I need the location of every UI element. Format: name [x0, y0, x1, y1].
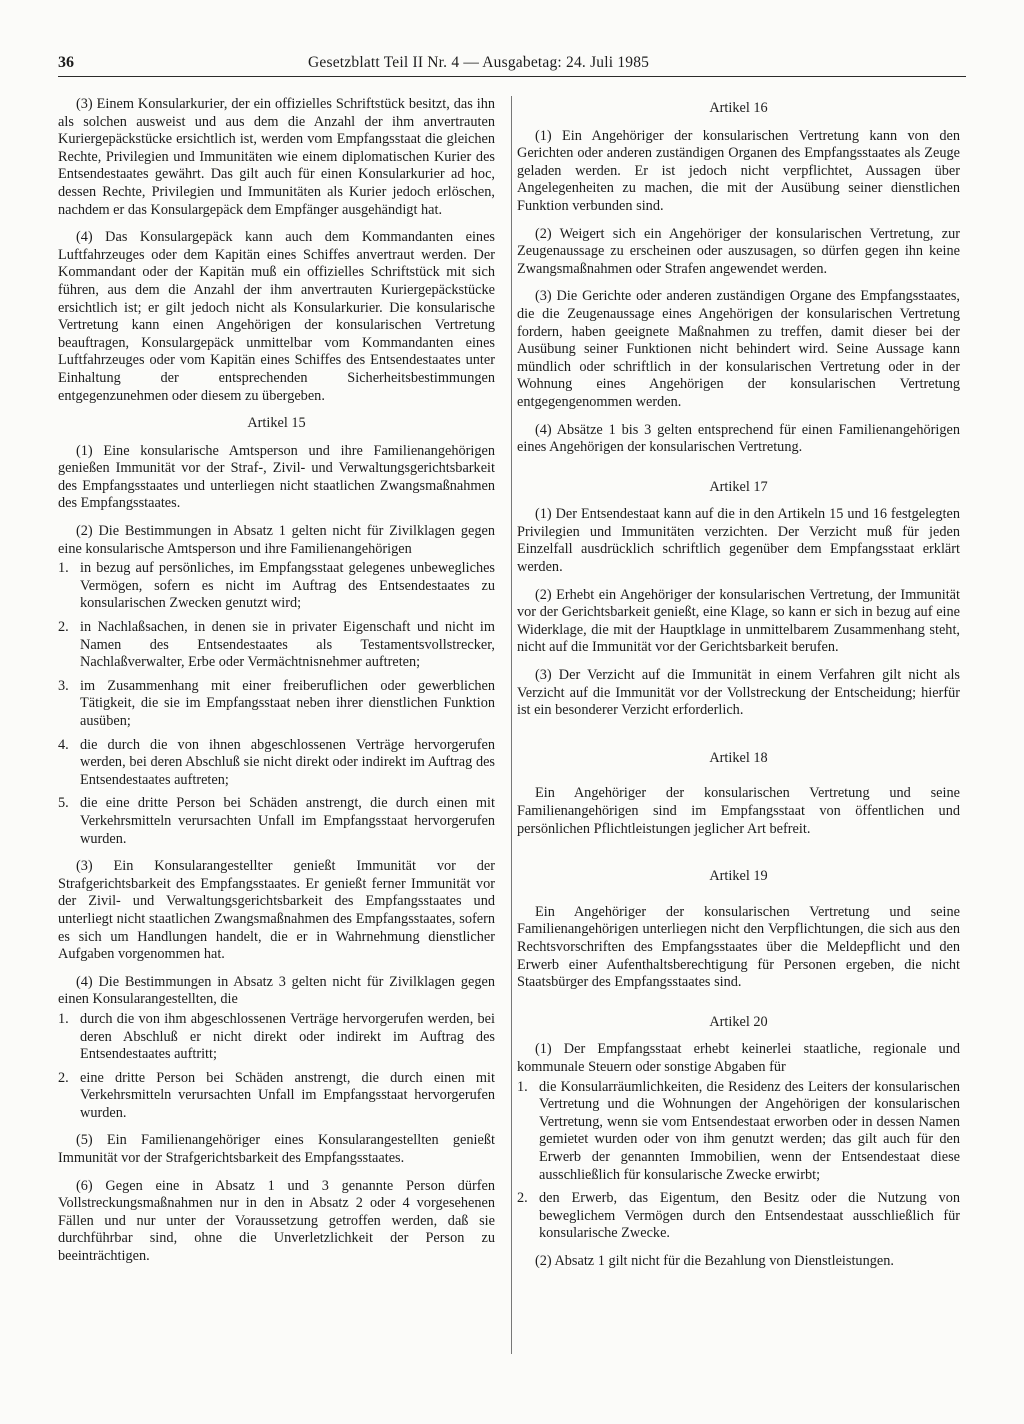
page-header	[58, 54, 966, 77]
list-item-number: 2.	[58, 1069, 69, 1086]
art15-para-1: (1) Eine konsularische Amtsperson und ihre Familienangehörigen genießen Immunität vor der Straf-, Zivil- und Verwaltungsgerichtsbarkeit des Empfangsstaates und unterliegen nicht staatlichen Zwangsmaßnahmen des Empfangsstaates.	[58, 442, 495, 512]
list-item-number: 5.	[58, 795, 69, 812]
art20-para-1: (1) Der Empfangsstaat erhebt keinerlei staatliche, regionale und kommunale Steuern oder sonstige Abgaben für	[517, 1041, 960, 1075]
list-item-text: die Konsularräumlichkeiten, die Residenz des Leiters der konsularischen Vertretung und die Wohnungen der Angehörigen der konsularischen Vertretung, wenn sie vom Entsendestaat erworben oder in dessen Namen gemietet wurden oder von ihm genutzt werden; das gilt auch für den Erwerb der genannten Immobilien, wenn der Entsendestaat diese ausschließlich für konsularische Zwecke erwirbt;	[539, 1078, 960, 1183]
list-item-text: in Nachlaßsachen, in denen sie in privater Eigenschaft und nicht im Namen des Entsendestaates als Testamentsvollstrecker, Nachlaßverwalter, Erbe oder Vermächtnisnehmer auftreten;	[80, 619, 495, 671]
art20-heading: Artikel 20	[709, 1013, 768, 1030]
list-item-number: 1.	[517, 1078, 528, 1095]
art16-para-2: (2) Weigert sich ein Angehöriger der konsularischen Vertretung, zur Zeugenaussage zu erscheinen oder auszusagen, so dürfen gegen ihn keine Zwangsmaßnahmen oder Strafen angewendet werden.	[517, 225, 960, 277]
left-column	[58, 96, 495, 1276]
right-column	[517, 96, 960, 1280]
art17-heading: Artikel 17	[709, 478, 768, 495]
list-item-number: 3.	[58, 677, 69, 694]
art15-para-3: (3) Ein Konsularangestellter genießt Immunität vor der Strafgerichtsbarkeit des Empfangsstaates. Er genießt ferner Immunität vor der Zivil- und Verwaltungsgerichtsbarkeit des Empfangsstaates und unterliegt nicht staatlichen Zwangsmaßnahmen des Empfangsstaates, sofern es sich um Handlungen handelt, die er in Wahrnehmung dienstlicher Aufgaben vorgenommen hat.	[58, 858, 495, 963]
column-divider	[511, 96, 512, 1354]
art15-heading: Artikel 15	[247, 415, 306, 432]
art16-para-4: (4) Absätze 1 bis 3 gelten entsprechend für einen Familienangehörigen eines Angehörigen der konsularischen Vertretung.	[517, 421, 960, 456]
art16-heading: Artikel 16	[709, 100, 768, 116]
list-item	[58, 678, 495, 731]
list-item-text: eine dritte Person bei Schäden anstrengt, die durch einen mit Verkehrsmitteln verursachten Unfall im Empfangsstaat hervorgerufen wurden.	[80, 1069, 495, 1121]
list-item-text: durch die von ihm abgeschlossenen Verträge hervorgerufen werden, bei deren Abschluß er nicht direkt oder indirekt im Auftrag des Entsendestaates auftritt;	[80, 1010, 495, 1063]
art15-para-2-list	[58, 560, 495, 848]
art16-para-1: (1) Ein Angehöriger der konsularischen Vertretung kann von den Gerichten oder anderen zuständigen Organen des Empfangsstaates als Zeuge geladen werden. Er ist jedoch nicht verpflichtet, Aussagen über Angelegenheiten zu machen, die mit der Ausübung seiner dienstlichen Funktion verbunden sind.	[517, 127, 960, 214]
running-title: Gesetzblatt Teil II Nr. 4 — Ausgabetag: 24. Juli 1985	[308, 54, 650, 71]
list-item-number: 2.	[517, 1190, 528, 1207]
list-item-number: 2.	[58, 619, 69, 636]
art14-para-3: (3) Einem Konsularkurier, der ein offizielles Schriftstück besitzt, das ihn als solchen ausweist und aus dem die Anzahl der ihm anvertrauten Kuriergepäckstücke ersichtlich ist, werden vom Empfangsstaat die gleichen Rechte, Privilegien und Immunitäten wie einem diplomatischen Kurier des Entsendestaates gewährt. Das gilt auch für einen Konsularkurier ad hoc, dessen Rechte, Privilegien und Immunitäten als Kurier jedoch erlöschen, nachdem er das Konsulargepäck dem Empfänger ausgehändigt hat.	[58, 96, 495, 218]
list-item	[58, 1011, 495, 1064]
art19-heading: Artikel 19	[709, 868, 768, 885]
list-item	[58, 560, 495, 613]
art15-para-6: (6) Gegen eine in Absatz 1 und 3 genannte Person dürfen Vollstreckungsmaßnahmen nur in den in Absatz 2 oder 4 vorgesehenen Fällen und nur unter der Voraussetzung getroffen werden, daß sie durchführbar sind, ohne die Unverletzlichkeit der Person zu beeinträchtigen.	[58, 1177, 495, 1265]
art18-heading: Artikel 18	[709, 749, 768, 766]
list-item-number: 4.	[58, 736, 69, 753]
page-number: 36	[58, 54, 74, 71]
list-item-number: 1.	[58, 1010, 69, 1027]
art19-text: Ein Angehöriger der konsularischen Vertretung und seine Familienangehörigen unterliegen nicht den Verpflichtungen, die sich aus den Rechtsvorschriften des Empfangsstaates über die Meldepflicht und den Erwerb einer Aufenthaltsberechtigung für Personen ergeben, die nicht Staatsbürger des Empfangsstaates sind.	[517, 903, 960, 991]
list-item	[517, 1079, 960, 1185]
list-item-text: die eine dritte Person bei Schäden anstrengt, die durch einen mit Verkehrsmitteln verursachten Unfall im Empfangsstaat hervorgerufen wurden.	[80, 795, 495, 847]
list-item-number: 1.	[58, 560, 69, 577]
art20-para-2: (2) Absatz 1 gilt nicht für die Bezahlung von Dienstleistungen.	[535, 1252, 894, 1269]
list-item	[58, 1070, 495, 1123]
list-item	[58, 737, 495, 790]
art17-para-1: (1) Der Entsendestaat kann auf die in den Artikeln 15 und 16 festgelegten Privilegien und Immunitäten verzichten. Der Verzicht muß für jeden Einzelfall ausdrücklich schriftlich gegenüber dem Empfangsstaat erklärt werden.	[517, 506, 960, 576]
art15-para-5: (5) Ein Familienangehöriger eines Konsularangestellten genießt Immunität vor der Strafgerichtsbarkeit des Empfangsstaates.	[58, 1132, 495, 1167]
art18-text: Ein Angehöriger der konsularischen Vertretung und seine Familienangehörigen sind im Empfangsstaat von öffentlichen und persönlichen Pflichtleistungen jeglicher Art befreit.	[517, 785, 960, 837]
art16-para-3: (3) Die Gerichte oder anderen zuständigen Organe des Empfangsstaates, die die Zeugenaussage eines Angehörigen der konsularischen Vertretung fordern, haben geeignete Maßnahmen zu treffen, damit dieser bei der Ausübung seiner Funktionen nicht behindert wird. Seine Aussage kann mündlich oder schriftlich in der konsularischen Vertretung oder in der Wohnung eines Angehörigen der konsularischen Vertretung entgegengenommen werden.	[517, 288, 960, 410]
art15-para-2: (2) Die Bestimmungen in Absatz 1 gelten nicht für Zivilklagen gegen eine konsularische Amtsperson und ihre Familienangehörigen	[58, 523, 495, 557]
list-item-text: im Zusammenhang mit einer freiberuflichen oder gewerblichen Tätigkeit, die sie im Empfangsstaat neben ihrer dienstlichen Funktion ausüben;	[80, 677, 495, 729]
list-item	[517, 1190, 960, 1243]
art14-para-4: (4) Das Konsulargepäck kann auch dem Kommandanten eines Luftfahrzeuges oder dem Kapitän eines Schiffes anvertraut werden. Der Kommandant oder der Kapitän muß ein offizielles Schriftstück mit sich führen, aus dem die Anzahl der ihm anvertrauten Kuriergepäckstücke ersichtlich ist; er gilt jedoch nicht als Konsularkurier. Die konsularische Vertretung kann einen Angehörigen der konsularischen Vertretung beauftragen, Konsulargepäck unmittelbar vom Kommandanten eines Luftfahrzeuges oder vom Kapitän eines Schiffes des Entsendestaates unter Einhaltung der entsprechenden Sicherheitsbestimmungen entgegenzunehmen oder diesem zu übergeben.	[58, 229, 495, 404]
list-item-text: die durch die von ihnen abgeschlossenen Verträge hervorgerufen werden, bei deren Abschluß sie nicht direkt oder indirekt im Auftrag des Entsendestaates auftreten;	[80, 736, 495, 788]
list-item	[58, 795, 495, 848]
art15-para-4: (4) Die Bestimmungen in Absatz 3 gelten nicht für Zivilklagen gegen einen Konsularangestellten, die	[58, 973, 495, 1008]
list-item-text: in bezug auf persönliches, im Empfangsstaat gelegenes unbewegliches Vermögen, sofern es nicht im Auftrag des Entsendestaates zu konsularischen Zwecken genutzt wird;	[80, 560, 495, 612]
art15-para-4-list	[58, 1011, 495, 1123]
list-item	[58, 619, 495, 672]
art17-para-3: (3) Der Verzicht auf die Immunität in einem Verfahren gilt nicht als Verzicht auf die Immunität vor der Vollstreckung der Entscheidung; hierfür ist ein besonderer Verzicht erforderlich.	[517, 667, 960, 719]
list-item-text: den Erwerb, das Eigentum, den Besitz oder die Nutzung von beweglichem Vermögen durch den Entsendestaat ausschließlich für konsularische Zwecke.	[539, 1190, 960, 1242]
art20-para-1-list	[517, 1079, 960, 1243]
art17-para-2: (2) Erhebt ein Angehöriger der konsularischen Vertretung, der Immunität vor der Gerichtsbarkeit genießt, eine Klage, so kann er sich in bezug auf eine Widerklage, die mit der Hauptklage in unmittelbarem Zusammenhang steht, nicht auf die Immunität vor der Gerichtsbarkeit berufen.	[517, 586, 960, 656]
